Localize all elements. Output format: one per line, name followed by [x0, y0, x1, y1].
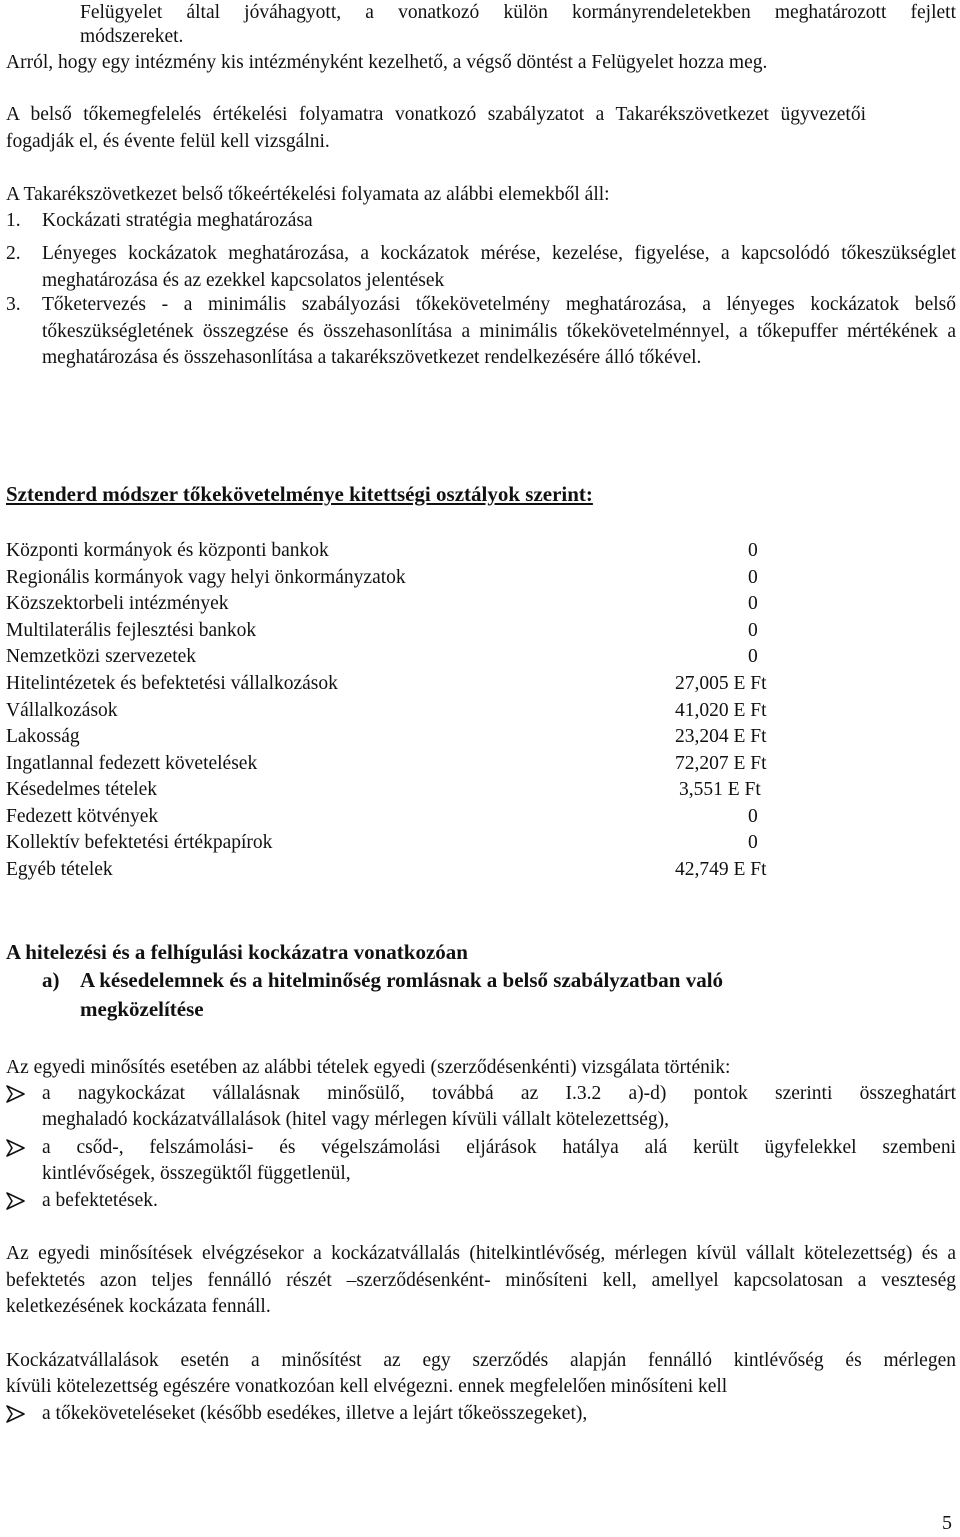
table-row [6, 751, 786, 777]
table-row [6, 618, 786, 644]
table-row [6, 565, 786, 591]
intro-line-1: Felügyelet által jóváhagyott, a vonatkozó külön kormányrendeletekben meghatározott fejlett [80, 2, 956, 23]
table-row [6, 698, 786, 724]
standard-method-heading: Sztenderd módszer tőkekövetelménye kitettségi osztályok szerint: [6, 482, 593, 506]
row-value: 0 [748, 646, 758, 667]
rating-paragraph: Az egyedi minősítések elvégzésekor a kockázatvállalás (hitelkintlévőség, mérlegen kívül vállalt kötelezettség) és a befektetés azon teljes fennálló részét –szerződésenként- minősíteni kell, amellyel kapcsolatosan a veszteség keletkezésének kockázata fennáll. [6, 1243, 956, 1317]
list-number: 3. [6, 294, 21, 315]
table-row [6, 777, 786, 803]
table-row [6, 724, 786, 750]
row-value: 0 [748, 620, 758, 641]
table-row [6, 857, 786, 883]
table-row [6, 644, 786, 670]
list-item-continuation: kintlévőségek, összegüktől függetlenül, [42, 1163, 351, 1184]
row-label: Hitelintézetek és befektetési vállalkozások [6, 673, 338, 694]
list-item: a nagykockázat vállalásnak minősülő, továbbá az I.3.2 a)-d) pontok szerinti összeghatárt [42, 1083, 956, 1104]
arrowhead-bullet-icon [6, 1138, 26, 1158]
list-item: Tőketervezés - a minimális szabályozási tőkekövetelmény meghatározása, a lényeges kockázatok belső tőkeszükségletének összegzése és összehasonlítása a minimális tőkekövetelménnyel, a tőkepuffer mértékének a meghatározása és összehasonlítása a takarékszövetkezet rendelkezésére álló tőkével. [42, 294, 956, 368]
list-number: 2. [6, 243, 21, 264]
list-item: a befektetések. [42, 1190, 158, 1211]
table-row [6, 538, 786, 564]
row-value: 0 [748, 540, 758, 561]
row-value: 27,005 E Ft [675, 673, 767, 694]
row-value: 72,207 E Ft [675, 753, 767, 774]
row-label: Fedezett kötvények [6, 806, 159, 827]
page-number: 5 [942, 1512, 952, 1534]
table-row [6, 591, 786, 617]
subsection-title-line-1: A késedelemnek és a hitelminőség romlásnak a belső szabályzatban való [80, 968, 724, 992]
intro-line-2: módszereket. [80, 26, 184, 47]
row-label: Ingatlannal fedezett követelések [6, 753, 258, 774]
arrowhead-bullet-icon [6, 1084, 26, 1104]
exposure-paragraph-line-1: Kockázatvállalások esetén a minősítést az egy szerződés alapján fennálló kintlévőség és mérlegen [6, 1350, 956, 1371]
list-item: a tőkeköveteléseket (később esedékes, illetve a lejárt tőkeösszegeket), [42, 1403, 588, 1424]
list-number: 1. [6, 210, 21, 231]
row-label: Egyéb tételek [6, 859, 113, 880]
credit-risk-heading: A hitelezési és a felhígulási kockázatra vonatkozóan [6, 940, 468, 964]
row-label: Vállalkozások [6, 700, 118, 721]
table-row [6, 830, 786, 856]
row-label: Lakosság [6, 726, 80, 747]
intro-paragraph-2: A belső tőkemegfelelés értékelési folyamatra vonatkozó szabályzatot a Takarékszövetkezet ügyvezetői fogadják el, és évente felül kell vizsgálni. [6, 104, 866, 152]
row-value: 0 [748, 567, 758, 588]
row-value: 23,204 E Ft [675, 726, 767, 747]
list-item-continuation: meghaladó kockázatvállalások (hitel vagy mérlegen kívüli vállalt kötelezettség), [42, 1109, 670, 1130]
intro-paragraph-3: A Takarékszövetkezet belső tőkeértékelési folyamata az alábbi elemekből áll: [6, 184, 610, 205]
row-value: 41,020 E Ft [675, 700, 767, 721]
row-label: Nemzetközi szervezetek [6, 646, 197, 667]
row-label: Közszektorbeli intézmények [6, 593, 229, 614]
list-item: a csőd-, felszámolási- és végelszámolási eljárások hatálya alá került ügyfelekkel szembeni [42, 1137, 956, 1158]
list-item: Kockázati stratégia meghatározása [42, 210, 313, 231]
subsection-label: a) [42, 968, 60, 992]
table-row [6, 804, 786, 830]
row-value: 3,551 E Ft [679, 779, 761, 800]
arrowhead-bullet-icon [6, 1404, 26, 1424]
table-row [6, 671, 786, 697]
subsection-title-line-2: megközelítése [80, 997, 204, 1021]
exposure-paragraph-line-2: kívüli kötelezettség egészére vonatkozóan kell elvégezni. ennek megfelelően minősíteni kell [6, 1376, 728, 1397]
individual-rating-intro: Az egyedi minősítés esetében az alábbi tételek egyedi (szerződésenkénti) vizsgálata történik: [6, 1057, 731, 1078]
intro-line-3: Arról, hogy egy intézmény kis intézményként kezelhető, a végső döntést a Felügyelet hozza meg. [6, 52, 768, 73]
arrowhead-bullet-icon [6, 1191, 26, 1211]
row-value: 0 [748, 806, 758, 827]
row-value: 0 [748, 593, 758, 614]
row-label: Regionális kormányok vagy helyi önkormányzatok [6, 567, 406, 588]
list-item: Lényeges kockázatok meghatározása, a kockázatok mérése, kezelése, figyelése, a kapcsolódó tőkeszükséglet meghatározása és az ezekkel kapcsolatos jelentések [42, 243, 956, 291]
row-value: 42,749 E Ft [675, 859, 767, 880]
row-value: 0 [748, 832, 758, 853]
row-label: Multilaterális fejlesztési bankok [6, 620, 257, 641]
row-label: Kollektív befektetési értékpapírok [6, 832, 273, 853]
row-label: Késedelmes tételek [6, 779, 158, 800]
row-label: Központi kormányok és központi bankok [6, 540, 329, 561]
